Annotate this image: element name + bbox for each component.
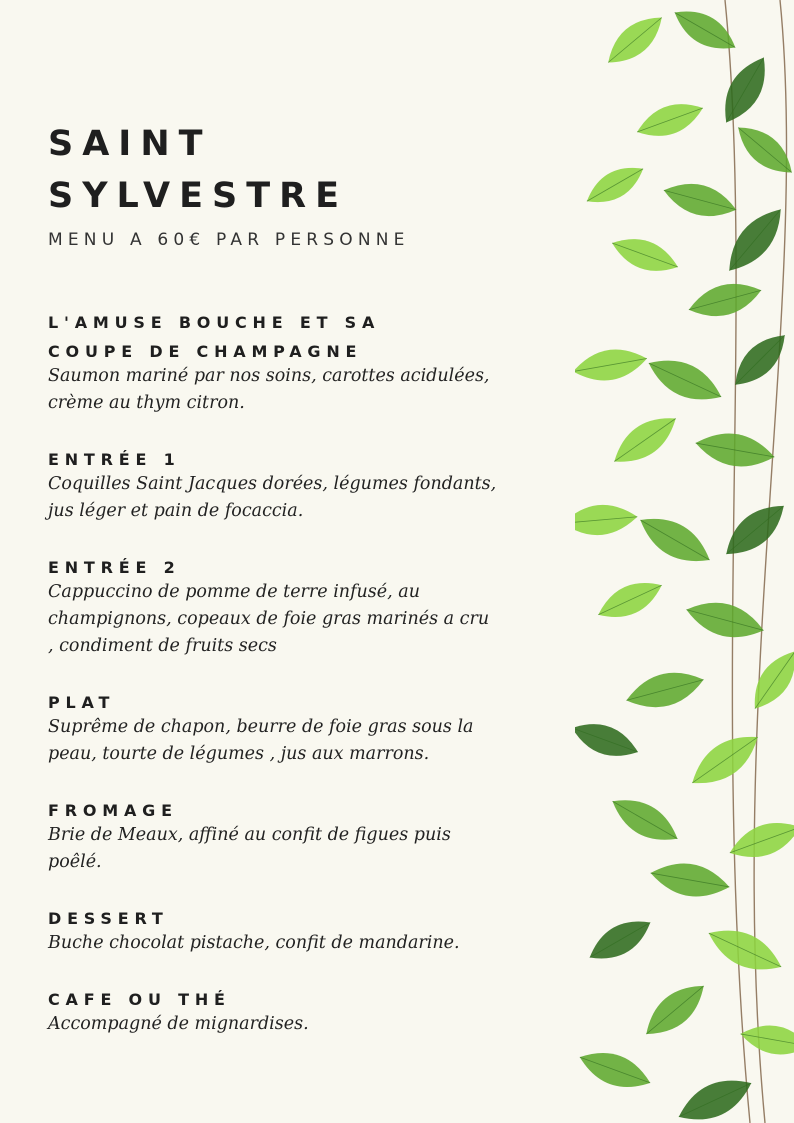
course-description: Saumon mariné par nos soins, carottes acidulées, crème au thym citron. bbox=[48, 366, 490, 413]
course-dessert bbox=[48, 904, 548, 957]
course-entree-2 bbox=[48, 553, 548, 660]
course-heading: ENTRÉE 1 bbox=[48, 450, 181, 469]
course-entree-1 bbox=[48, 445, 548, 525]
course-heading: CAFE OU THÉ bbox=[48, 990, 231, 1009]
page-title: SAINT SYLVESTRE bbox=[48, 124, 348, 216]
course-fromage bbox=[48, 796, 548, 876]
course-description: Brie de Meaux, affiné au confit de figues puis poêlé. bbox=[48, 825, 451, 872]
course-heading: L'AMUSE BOUCHE ET SA COUPE DE CHAMPAGNE bbox=[48, 313, 381, 361]
course-list bbox=[48, 308, 548, 1038]
course-amuse-bouche bbox=[48, 308, 548, 417]
course-plat bbox=[48, 688, 548, 768]
course-heading: ENTRÉE 2 bbox=[48, 558, 181, 577]
menu-price-subtitle: MENU A 60€ PAR PERSONNE bbox=[48, 230, 410, 250]
course-cafe bbox=[48, 985, 548, 1038]
course-description: Accompagné de mignardises. bbox=[48, 1014, 309, 1034]
course-description: Coquilles Saint Jacques dorées, légumes fondants, jus léger et pain de focaccia. bbox=[48, 474, 497, 521]
leaf-border-icon bbox=[575, 0, 794, 1123]
course-heading: PLAT bbox=[48, 693, 116, 712]
course-description: Suprême de chapon, beurre de foie gras sous la peau, tourte de légumes , jus aux marrons. bbox=[48, 717, 474, 764]
course-heading: DESSERT bbox=[48, 909, 169, 928]
menu-content bbox=[48, 118, 548, 1066]
course-description: Buche chocolat pistache, confit de mandarine. bbox=[48, 933, 460, 953]
course-description: Cappuccino de pomme de terre infusé, au champignons, copeaux de foie gras marinés a cru , condiment de fruits secs bbox=[48, 582, 490, 656]
course-heading: FROMAGE bbox=[48, 801, 178, 820]
